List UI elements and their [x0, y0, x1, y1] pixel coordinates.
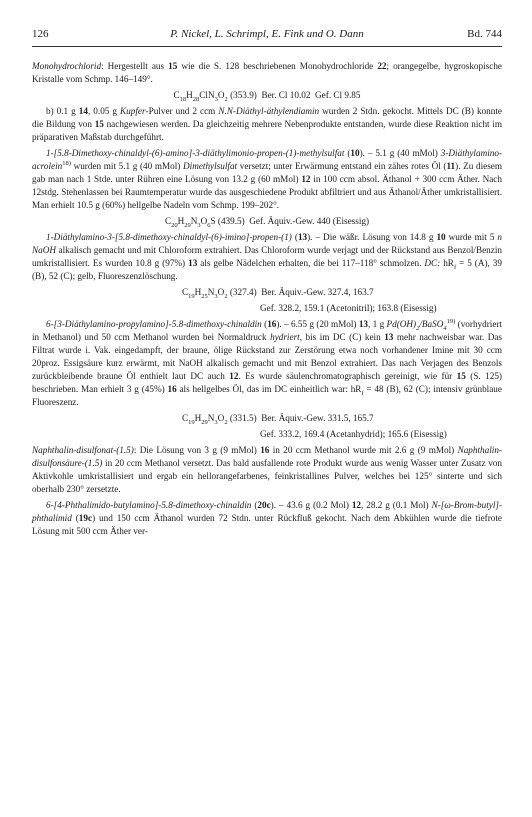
- header-rule: [32, 46, 502, 47]
- analysis-line: Gef. 333.2, 169.4 (Acetanhydrid); 165.6 (Eisessig): [260, 429, 447, 439]
- article-body: [32, 60, 502, 541]
- analysis-line: $C_{19}H_{29}N_3O_2$ (331.5) Ber. Äquiv.-Gew. 331.5, 165.7: [182, 413, 374, 426]
- paragraph: Naphthalin-disulfonat-(1.5): Die Lösung von 3 g (9 mMol) 16 in 20 ccm Methanol wurde mit 2.6 g (9 mMol) Naphthalin-disulfonsäure-(1.5) in 20 ccm Methanol versetzt. Das bald ausfallende rote Produkt wurde aus wenig Wasser unter Zusatz von Aktivkohle umkristallisiert und ergab ein hellorangefarbenes, feinkristallines Pulver, welches bei 125° sinterte und sich oberhalb 230° zersetzte.: [32, 445, 502, 494]
- volume-label: Bd. 744: [467, 28, 502, 40]
- analysis-line: Gef. 328.2, 159.1 (Acetonitril); 163.8 (Eisessig): [260, 303, 437, 313]
- paragraph: 6-[4-Phthalimido-butylamino]-5.8-dimethoxy-chinaldin (20c). – 43.6 g (0.2 Mol) 12, 28.2 g (0.1 Mol) N-[ω-Brom-butyl]-phthalimid (19c) und 150 ccm Äthanol wurden 72 Stdn. unter Rückfluß gekocht. Nach dem Abkühlen wurde die tiefrote Lösung mit 500 ccm Äther ver-: [32, 500, 503, 536]
- page-number: 126: [32, 28, 49, 40]
- formula-line: $C_{18}H_{28}ClN_3O_2$ (353.9) Ber. Cl 10.02 Gef. Cl 9.85: [173, 90, 361, 103]
- running-header: [32, 28, 502, 46]
- running-authors: P. Nickel, L. Schrimpl, E. Fink und O. Dann: [170, 28, 364, 40]
- paragraph: Monohydrochlorid: Hergestellt aus 15 wie die S. 128 beschriebenen Monohydrochloride 22; orangegelbe, hygroskopische Kristalle vom Schmp. 146–149°.: [32, 61, 502, 84]
- paragraph: 1-Diäthylamino-3-[5.8-dimethoxy-chinaldyl-(6)-imino]-propen-(1) (13). – Die wäßr. Lösung von 14.8 g 10 wurde mit 5 n NaOH alkalisch gemacht und mit Chloroform extrahiert. Das Chloroform wurde verjagt und der Rückstand aus Benzol/Benzin umkristallisiert. Es wurden 10.8 g (97%) 13 als gelbe Nädelchen erhalten, die bei 117–118° schmolzen. DC: $hR_f = 5$ (A), 39 (B), 52 (C); gelb, Fluoreszenzlöschung.: [32, 232, 503, 281]
- analysis-line: $C_{19}H_{25}N_3O_2$ (327.4) Ber. Äquiv.-Gew. 327.4, 163.7: [182, 287, 374, 300]
- formula-line: $C_{20}H_{29}N_3O_6S$ (439.5) Gef. Äquiv.-Gew. 440 (Eisessig): [164, 216, 370, 229]
- paragraph: 1-[5.8-Dimethoxy-chinaldyl-(6)-amino]-3-diäthylimonio-propen-(1)-methylsulfat (10). – 5.1 g (40 mMol) 3-Diäthylamino-acrolein$^{18)}$ wurden mit 5.1 g (40 mMol) Dimethylsulfat versetzt; unter Erwärmung entstand ein zähes rotes Öl (11). Zu diesem gab man nach 1 Stde. unter Rühren eine Lösung von 13.2 g (60 mMol) 12 in 100 ccm absol. Äthanol + 300 ccm Äther. Nach 12stdg. Stehenlassen bei Raumtemperatur wurde das ausgeschiedene Produkt abfiltriert und aus Äthanol/Äther umkristallisiert. Man erhielt 10.5 g (60%) hellgelbe Nadeln vom Schmp. 199–202°.: [32, 148, 503, 210]
- paragraph: 6-[3-Diäthylamino-propylamino]-5.8-dimethoxy-chinaldin (16). – 6.55 g (20 mMol) 13, 1 g $Pd(OH)_2/BaSO_4^{19)}$ (vorhydriert in Methanol) und 50 ccm Methanol wurden bei Normaldruck hydriert, bis im DC (C) kein 13 mehr nachweisbar war. Das Filtrat wurde i. Vak. eingedampft, der braune, ölige Rückstand zur Zerstörung etwa noch vorhandener Imine mit 30 ccm 20proz. Essigsäure kurz erwärmt, mit NaOH alkalisch gemacht und mit Benzol extrahiert. Das nach Verjagen des Benzols zurückbleibende braune Öl enthielt laut DC auch 12. Es wurde säulenchromatographisch gereinigt, wie für 15 (S. 125) beschrieben. Man erhielt 3 g (45%) 16 als hellgelbes Öl, das im DC einheitlich war: $hR_f = 48$ (B), 62 (C); intensiv grünblaue Fluoreszenz.: [32, 317, 503, 407]
- paragraph: b) 0.1 g 14, 0.05 g Kupfer-Pulver und 2 ccm N.N-Diäthyl-äthylendiamin wurden 2 Stdn. gekocht. Mittels DC (B) konnte die Bildung von 15 nachgewiesen werden. Da gleichzeitig mehrere Nebenprodukte entstanden, wurde diese Reaktion nicht im präparativen Maßstab durchgeführt.: [32, 106, 503, 142]
